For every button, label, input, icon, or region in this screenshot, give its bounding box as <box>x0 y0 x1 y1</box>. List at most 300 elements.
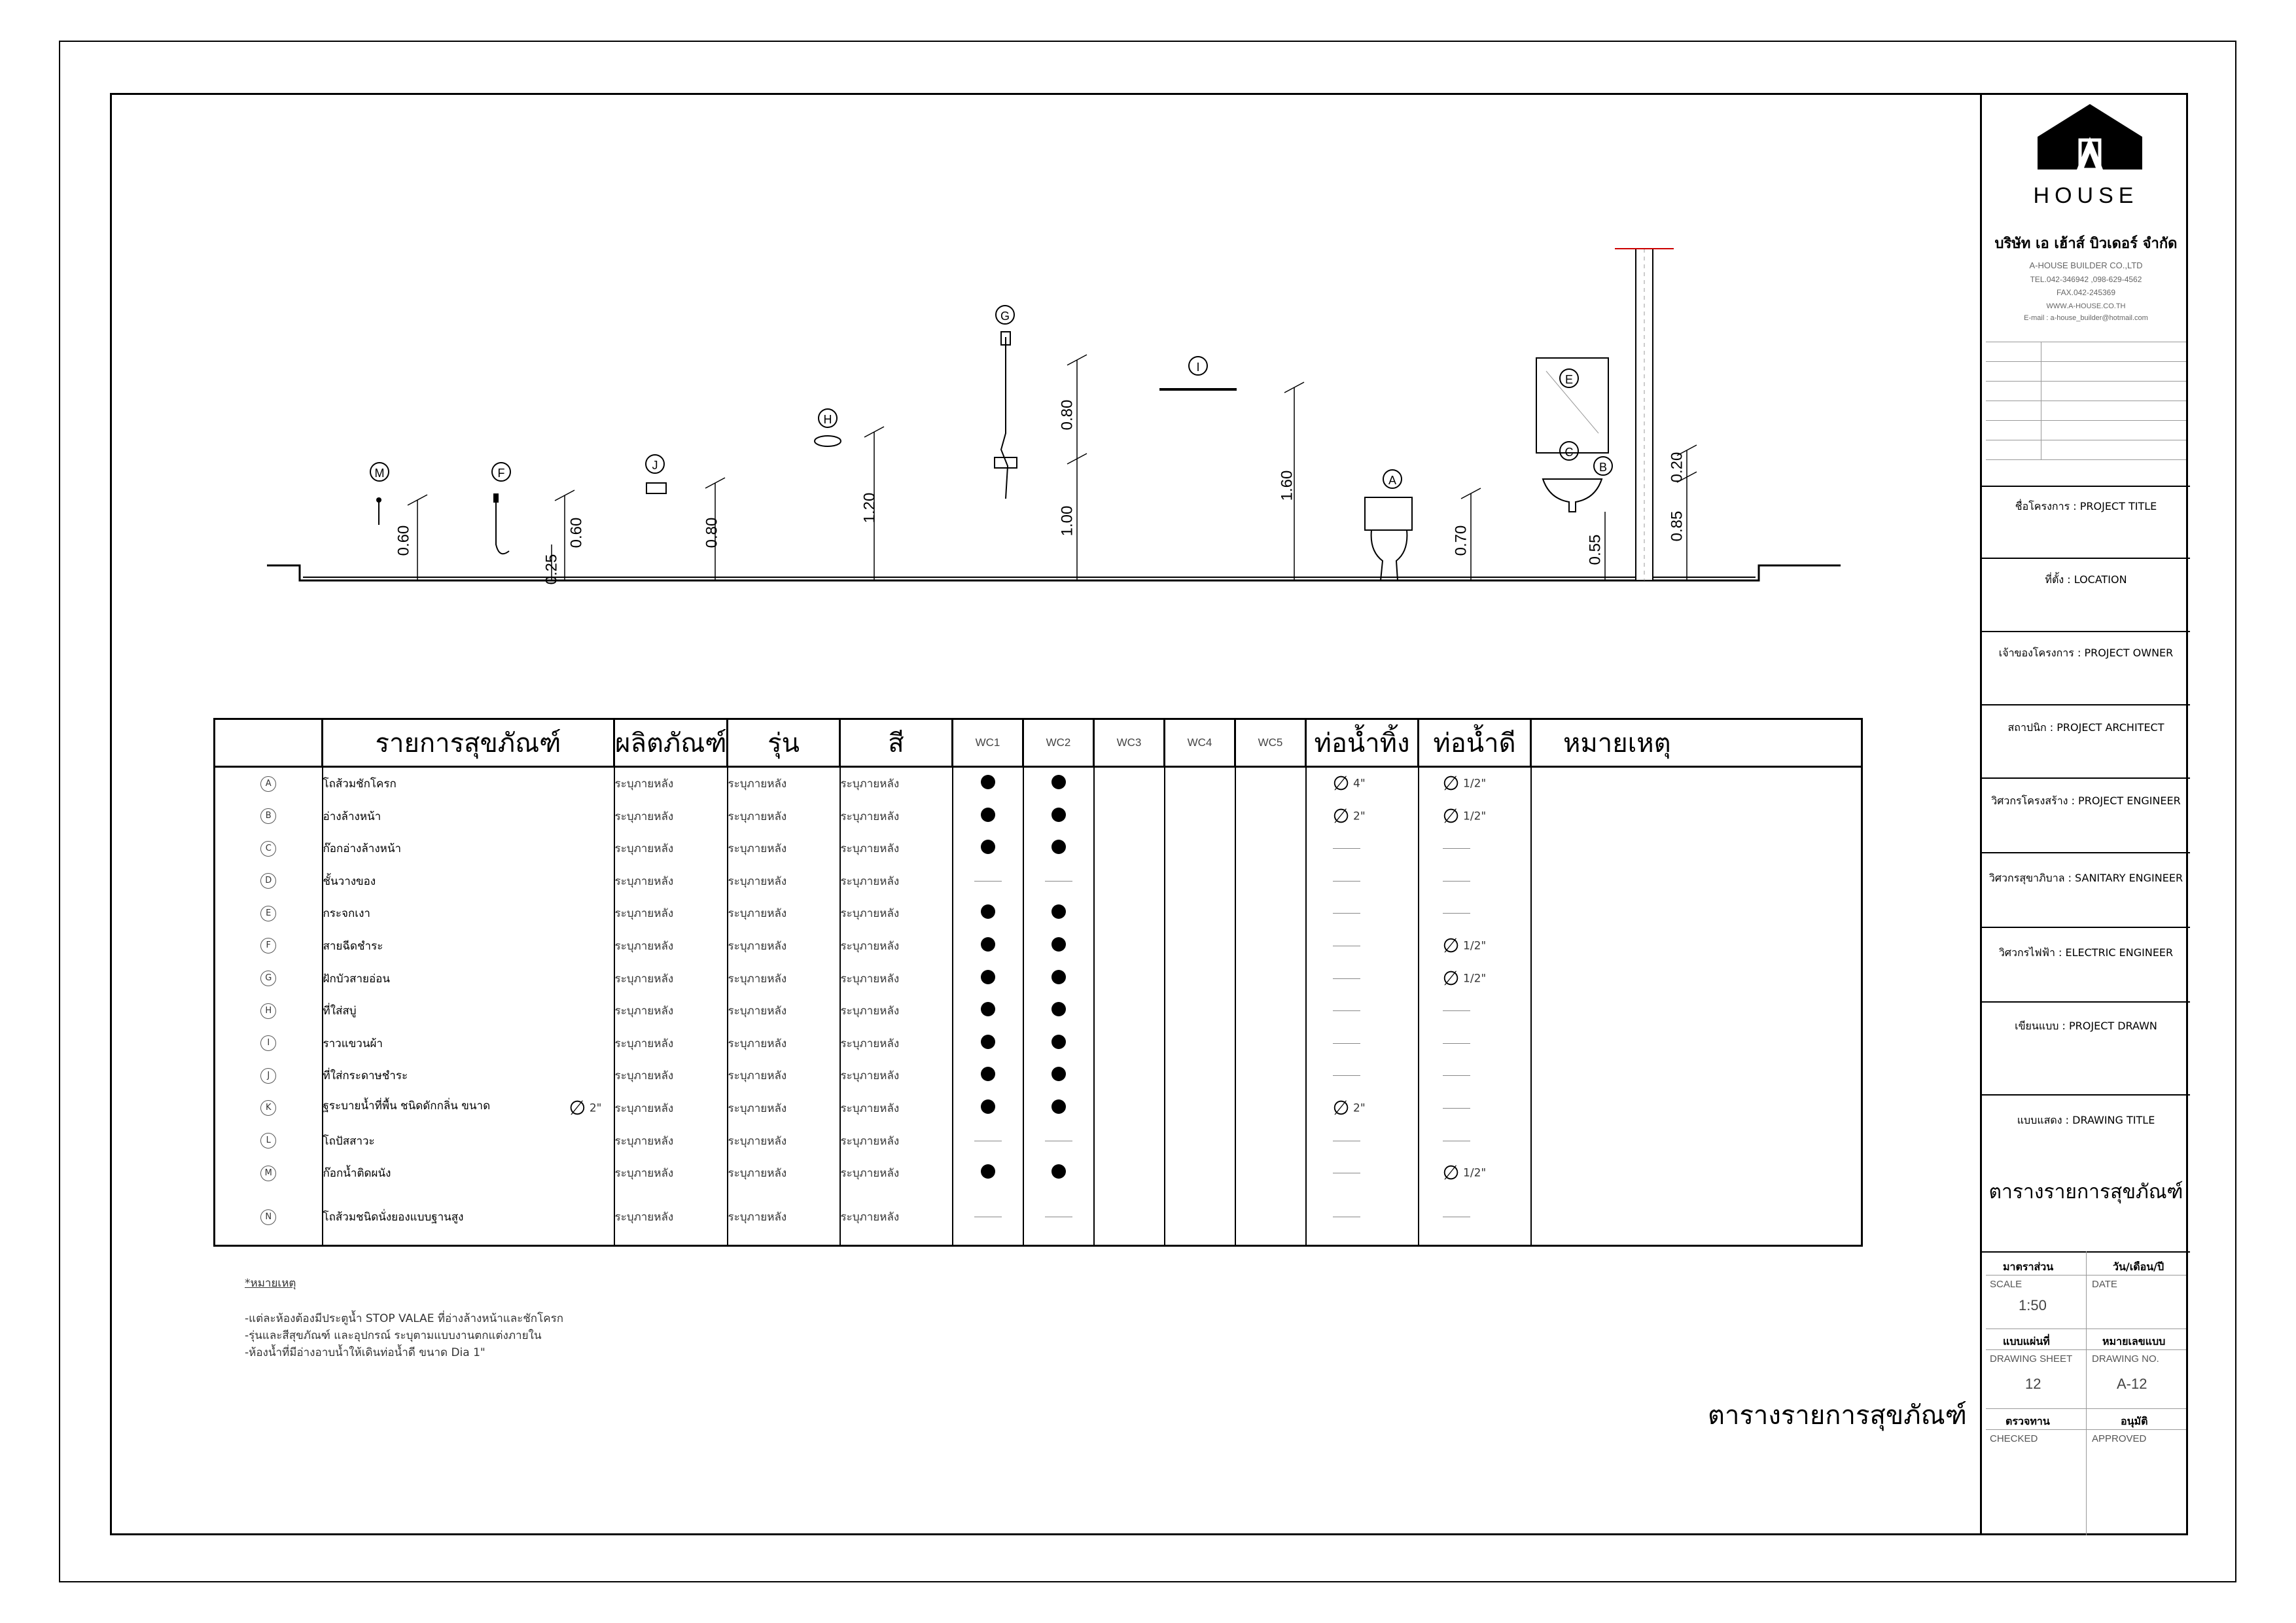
remark-cell <box>1531 1027 1862 1060</box>
wc2-cell <box>1023 897 1094 930</box>
product-cell <box>614 1189 728 1245</box>
dim-g-lower: 1.00 <box>1058 505 1076 537</box>
wc4-cell <box>1165 962 1235 995</box>
wc2-cell <box>1023 766 1094 800</box>
fixture-code-cell <box>215 1027 323 1060</box>
table-row <box>215 832 1862 865</box>
wc3-cell <box>1094 1092 1165 1125</box>
supply-pipe-cell <box>1419 800 1531 832</box>
model-value: ระบุภายหลัง <box>728 1101 787 1115</box>
supply-pipe-dash <box>1443 881 1470 882</box>
supply-pipe-cell <box>1419 766 1531 800</box>
waste-pipe-dash <box>1333 913 1360 914</box>
fixture-code-cell <box>215 962 323 995</box>
fixture-name-cell <box>323 766 614 800</box>
fixture-code: A <box>260 776 276 792</box>
callout-a: A <box>1383 469 1402 489</box>
product-cell <box>614 1060 728 1092</box>
wc1-filled-dot <box>981 904 995 919</box>
wc2-filled-dot <box>1051 775 1066 789</box>
table-row <box>215 995 1862 1027</box>
wc1-cell <box>953 1060 1023 1092</box>
drawn-label: เขียนแบบ : PROJECT DRAWN <box>2015 1020 2157 1032</box>
electric-engineer-label: วิศวกรไฟฟ้า : ELECTRIC ENGINEER <box>1998 946 2174 959</box>
product-cell <box>614 800 728 832</box>
wc5-cell <box>1235 897 1306 930</box>
header-item: รายการสุขภัณฑ์ <box>323 719 614 767</box>
structural-engineer-label: วิศวกรโครงสร้าง : PROJECT ENGINEER <box>1991 794 2181 807</box>
wc1-filled-dot <box>981 970 995 984</box>
diameter-icon: ∅ <box>1332 1096 1350 1120</box>
wc1-cell <box>953 930 1023 963</box>
supply-pipe-dash <box>1443 1108 1470 1109</box>
date-en: DATE <box>2092 1279 2117 1290</box>
fixture-name-cell <box>323 1092 614 1125</box>
checked-en: CHECKED <box>1990 1433 2038 1444</box>
supply-pipe-cell <box>1419 1060 1531 1092</box>
model-cell <box>728 897 840 930</box>
product-cell <box>614 1092 728 1125</box>
fixture-code: J <box>260 1068 276 1084</box>
model-value: ระบุภายหลัง <box>728 777 787 791</box>
product-value: ระบุภายหลัง <box>614 972 674 986</box>
product-value: ระบุภายหลัง <box>614 1211 674 1224</box>
wc4-cell <box>1165 1189 1235 1245</box>
waste-pipe-cell <box>1306 1189 1419 1245</box>
fixture-code: K <box>260 1100 276 1116</box>
fixture-code: M <box>260 1166 276 1181</box>
callout-i: I <box>1188 356 1208 376</box>
product-value: ระบุภายหลัง <box>614 874 674 888</box>
waste-pipe-size: 4" <box>1353 777 1366 791</box>
model-value: ระบุภายหลัง <box>728 1134 787 1148</box>
waste-pipe-size: 2" <box>1353 810 1366 823</box>
color-value: ระบุภายหลัง <box>840 1134 900 1148</box>
fixture-name-cell <box>323 832 614 865</box>
wc2-filled-dot <box>1051 970 1066 984</box>
model-value: ระบุภายหลัง <box>728 874 787 888</box>
model-cell <box>728 1060 840 1092</box>
company-name-th: บริษัท เอ เฮ้าส์ บิวเดอร์ จำกัด <box>1994 236 2178 252</box>
wc2-cell <box>1023 832 1094 865</box>
wc3-cell <box>1094 897 1165 930</box>
company-fax: FAX.042-245369 <box>2056 288 2116 297</box>
dim-j: 0.80 <box>703 517 721 548</box>
remark-cell <box>1531 1157 1862 1190</box>
wc3-cell <box>1094 962 1165 995</box>
table-row <box>215 1157 1862 1190</box>
scale-value: 1:50 <box>2019 1297 2047 1313</box>
model-cell <box>728 1189 840 1245</box>
wc2-filled-dot <box>1051 840 1066 854</box>
waste-pipe-cell <box>1306 832 1419 865</box>
supply-pipe-cell <box>1419 897 1531 930</box>
wc3-cell <box>1094 832 1165 865</box>
wc5-cell <box>1235 832 1306 865</box>
header-supply-pipe: ท่อน้ำดี <box>1419 719 1531 767</box>
remark-cell <box>1531 1124 1862 1157</box>
wc4-cell <box>1165 832 1235 865</box>
wc1-filled-dot <box>981 1002 995 1016</box>
supply-pipe-cell <box>1419 930 1531 963</box>
drawing-no-th: หมายเลขแบบ <box>2102 1335 2166 1347</box>
wc1-filled-dot <box>981 1099 995 1114</box>
wc2-filled-dot <box>1051 937 1066 952</box>
model-cell <box>728 1027 840 1060</box>
product-value: ระบุภายหลัง <box>614 1069 674 1083</box>
model-value: ระบุภายหลัง <box>728 907 787 921</box>
wc3-cell <box>1094 766 1165 800</box>
fixture-code: G <box>260 971 276 986</box>
product-cell <box>614 766 728 800</box>
wc5-cell <box>1235 766 1306 800</box>
waste-pipe-cell <box>1306 897 1419 930</box>
drain-size: 2" <box>589 1101 602 1115</box>
table-row <box>215 930 1862 963</box>
wc1-cell <box>953 995 1023 1027</box>
diameter-icon: ∅ <box>1332 804 1350 828</box>
fixture-name-cell <box>323 1027 614 1060</box>
waste-pipe-size: 2" <box>1353 1101 1366 1115</box>
wc5-cell <box>1235 1060 1306 1092</box>
supply-pipe-cell <box>1419 1124 1531 1157</box>
supply-pipe-cell <box>1419 865 1531 897</box>
wc4-cell <box>1165 766 1235 800</box>
model-cell <box>728 995 840 1027</box>
model-cell <box>728 800 840 832</box>
company-email: E-mail : a-house_builder@hotmail.com <box>2024 314 2148 322</box>
scale-en: SCALE <box>1990 1279 2022 1290</box>
dim-b: 0.55 <box>1586 534 1604 565</box>
wc3-cell <box>1094 1060 1165 1092</box>
fixture-code: N <box>260 1209 276 1225</box>
wc4-cell <box>1165 865 1235 897</box>
wc2-filled-dot <box>1051 1164 1066 1179</box>
fixture-name-cell <box>323 1189 614 1245</box>
fixture-code-cell <box>215 800 323 832</box>
location-label: ที่ตั้ง : LOCATION <box>2045 573 2127 586</box>
toilet-paper-holder <box>646 483 666 493</box>
drawing-no-value: A-12 <box>2117 1376 2147 1392</box>
wc5-cell <box>1235 995 1306 1027</box>
header-model: รุ่น <box>728 719 840 767</box>
callout-j: J <box>645 454 665 474</box>
remark-cell <box>1531 800 1862 832</box>
wc5-cell <box>1235 1027 1306 1060</box>
model-value: ระบุภายหลัง <box>728 1069 787 1083</box>
color-value: ระบุภายหลัง <box>840 874 900 888</box>
callout-e: E <box>1559 368 1579 388</box>
fixture-name: ที่ใส่กระดาษชำระ <box>323 1069 408 1083</box>
diameter-icon: ∅ <box>1442 1162 1460 1185</box>
bidet-valve <box>493 493 499 503</box>
product-value: ระบุภายหลัง <box>614 1037 674 1050</box>
supply-pipe-dash <box>1443 1043 1470 1044</box>
supply-pipe-dash <box>1443 913 1470 914</box>
note-line: -ห้องน้ำที่มีอ่างอาบน้ำให้เดินท่อน้ำดี ขนาด Dia 1" <box>245 1346 486 1359</box>
header-wc3: WC3 <box>1094 719 1165 767</box>
color-value: ระบุภายหลัง <box>840 972 900 986</box>
model-cell <box>728 865 840 897</box>
callout-f: F <box>491 462 511 482</box>
wc4-cell <box>1165 897 1235 930</box>
company-web: WWW.A-HOUSE.CO.TH <box>2046 302 2126 310</box>
sheet-en: DRAWING SHEET <box>1990 1353 2073 1364</box>
company-name-en: A-HOUSE BUILDER CO.,LTD <box>2029 260 2143 270</box>
approved-en: APPROVED <box>2092 1433 2147 1444</box>
bathroom-elevation <box>110 93 1980 682</box>
wc1-cell <box>953 832 1023 865</box>
model-cell <box>728 962 840 995</box>
color-cell <box>840 1124 953 1157</box>
fixture-name: โถปัสสาวะ <box>323 1134 375 1148</box>
remark-cell <box>1531 1060 1862 1092</box>
title-block <box>1980 93 2188 1535</box>
wc4-cell <box>1165 1092 1235 1125</box>
wc1-cell <box>953 766 1023 800</box>
dim-g-upper: 0.80 <box>1058 399 1076 431</box>
color-cell <box>840 1157 953 1190</box>
waste-pipe-cell <box>1306 1027 1419 1060</box>
model-cell <box>728 930 840 963</box>
wall-faucet-valve <box>376 497 381 503</box>
table-row <box>215 962 1862 995</box>
wc2-cell <box>1023 930 1094 963</box>
callout-b: B <box>1593 456 1613 476</box>
wc5-cell <box>1235 1092 1306 1125</box>
wc1-cell <box>953 865 1023 897</box>
product-value: ระบุภายหลัง <box>614 907 674 921</box>
waste-pipe-dash <box>1333 1010 1360 1011</box>
approved-th: อนุมัติ <box>2121 1415 2148 1427</box>
diameter-icon: ∅ <box>569 1096 586 1120</box>
model-value: ระบุภายหลัง <box>728 939 787 953</box>
product-value: ระบุภายหลัง <box>614 1005 674 1018</box>
model-value: ระบุภายหลัง <box>728 810 787 823</box>
wc2-filled-dot <box>1051 1035 1066 1049</box>
fixture-code: F <box>260 938 276 954</box>
waste-pipe-cell <box>1306 800 1419 832</box>
callout-c: C <box>1559 441 1579 461</box>
color-value: ระบุภายหลัง <box>840 1069 900 1083</box>
color-cell <box>840 766 953 800</box>
wc2-filled-dot <box>1051 904 1066 919</box>
wc5-cell <box>1235 1124 1306 1157</box>
remark-cell <box>1531 1189 1862 1245</box>
waste-pipe-cell <box>1306 865 1419 897</box>
product-cell <box>614 995 728 1027</box>
model-value: ระบุภายหลัง <box>728 1167 787 1181</box>
supply-pipe-size: 1/2" <box>1463 972 1487 986</box>
wc1-filled-dot <box>981 1035 995 1049</box>
shower-hose <box>1001 337 1008 499</box>
table-row <box>215 800 1862 832</box>
waste-pipe-cell <box>1306 1060 1419 1092</box>
product-value: ระบุภายหลัง <box>614 1167 674 1181</box>
remark-cell <box>1531 897 1862 930</box>
wc5-cell <box>1235 962 1306 995</box>
product-value: ระบุภายหลัง <box>614 842 674 856</box>
table-row <box>215 1124 1862 1157</box>
wash-basin <box>1543 479 1602 512</box>
color-cell <box>840 800 953 832</box>
wc2-cell <box>1023 962 1094 995</box>
wc4-cell <box>1165 800 1235 832</box>
waste-pipe-dash <box>1333 978 1360 979</box>
color-value: ระบุภายหลัง <box>840 842 900 856</box>
wc2-filled-dot <box>1051 1002 1066 1016</box>
supply-pipe-dash <box>1443 1010 1470 1011</box>
product-cell <box>614 897 728 930</box>
checked-th: ตรวจทาน <box>2005 1415 2050 1427</box>
sanitary-schedule-table <box>213 718 1863 1247</box>
waste-pipe-dash <box>1333 1075 1360 1076</box>
sheet-value: 12 <box>2025 1376 2041 1392</box>
model-cell <box>728 1157 840 1190</box>
wc1-cell <box>953 1027 1023 1060</box>
wc2-filled-dot <box>1051 1099 1066 1114</box>
wc1-filled-dot <box>981 937 995 952</box>
wc3-cell <box>1094 1189 1165 1245</box>
color-cell <box>840 865 953 897</box>
product-cell <box>614 865 728 897</box>
wc4-cell <box>1165 1027 1235 1060</box>
toilet <box>1365 497 1412 580</box>
wc3-cell <box>1094 865 1165 897</box>
fixture-name: ก๊อกอ่างล้างหน้า <box>323 842 401 856</box>
wc1-cell <box>953 1189 1023 1245</box>
waste-pipe-cell <box>1306 995 1419 1027</box>
remark-cell <box>1531 832 1862 865</box>
fixture-name: โถส้วมชักโครก <box>323 777 397 791</box>
dim-f-base: 0.25 <box>542 554 561 585</box>
fixture-name: ก๊อกน้ำติดผนัง <box>323 1167 391 1181</box>
wc4-cell <box>1165 1060 1235 1092</box>
color-value: ระบุภายหลัง <box>840 1037 900 1050</box>
wc2-cell <box>1023 1124 1094 1157</box>
model-cell <box>728 832 840 865</box>
waste-pipe-cell <box>1306 1157 1419 1190</box>
waste-pipe-cell <box>1306 1124 1419 1157</box>
header-remark: หมายเหตุ <box>1531 719 1862 767</box>
wc5-cell <box>1235 800 1306 832</box>
fixture-code-cell <box>215 1060 323 1092</box>
fixture-name: อ่างล้างหน้า <box>323 810 381 823</box>
product-value: ระบุภายหลัง <box>614 939 674 953</box>
callout-m: M <box>370 462 389 482</box>
header-color: สี <box>840 719 953 767</box>
wc1-cell <box>953 1124 1023 1157</box>
wc2-filled-dot <box>1051 1067 1066 1081</box>
supply-pipe-cell <box>1419 1189 1531 1245</box>
wc1-filled-dot <box>981 775 995 789</box>
dim-e-top: 0.20 <box>1668 452 1686 483</box>
drawing-title-label: แบบแสดง : DRAWING TITLE <box>2017 1114 2155 1126</box>
header-wc1: WC1 <box>953 719 1023 767</box>
fixture-name-cell <box>323 1124 614 1157</box>
header-code <box>215 719 323 767</box>
color-cell <box>840 897 953 930</box>
fixture-name-cell <box>323 1157 614 1190</box>
model-cell <box>728 1092 840 1125</box>
table-row <box>215 865 1862 897</box>
wc1-dash <box>974 881 1002 882</box>
supply-pipe-size: 1/2" <box>1463 777 1487 791</box>
fixture-name: กระจกเงา <box>323 907 370 921</box>
color-cell <box>840 1092 953 1125</box>
diameter-icon: ∅ <box>1442 804 1460 828</box>
fixture-code: L <box>260 1133 276 1149</box>
wc2-filled-dot <box>1051 808 1066 822</box>
header-wc5: WC5 <box>1235 719 1306 767</box>
fixture-name: ที่ใส่สบู่ <box>323 1005 357 1018</box>
model-cell <box>728 1124 840 1157</box>
sheet-th: แบบแผ่นที่ <box>2003 1335 2050 1347</box>
product-cell <box>614 930 728 963</box>
waste-pipe-dash <box>1333 1043 1360 1044</box>
wc3-cell <box>1094 1027 1165 1060</box>
diameter-icon: ∅ <box>1442 967 1460 990</box>
fixture-name: ฝักบัวสายอ่อน <box>323 972 391 986</box>
wc2-cell <box>1023 1027 1094 1060</box>
soap-holder <box>815 436 841 446</box>
company-logo <box>2028 101 2152 189</box>
wc2-cell <box>1023 995 1094 1027</box>
product-cell <box>614 1157 728 1190</box>
wc1-filled-dot <box>981 1164 995 1179</box>
diameter-icon: ∅ <box>1442 772 1460 795</box>
supply-pipe-dash <box>1443 848 1470 849</box>
color-cell <box>840 930 953 963</box>
fixture-code-cell <box>215 1157 323 1190</box>
waste-pipe-dash <box>1333 848 1360 849</box>
wc3-cell <box>1094 800 1165 832</box>
waste-pipe-cell <box>1306 930 1419 963</box>
wc2-cell <box>1023 800 1094 832</box>
fixture-code-cell <box>215 995 323 1027</box>
wc2-cell <box>1023 1060 1094 1092</box>
waste-pipe-cell <box>1306 1092 1419 1125</box>
fixture-name-cell <box>323 897 614 930</box>
table-row <box>215 766 1862 800</box>
fixture-name: โถส้วมชนิดนั่งยองแบบฐานสูง <box>323 1211 464 1224</box>
color-cell <box>840 1027 953 1060</box>
dim-f-height: 0.60 <box>567 517 586 548</box>
fixture-name: สายฉีดชำระ <box>323 939 383 953</box>
date-th: วัน/เดือน/ปี <box>2113 1260 2164 1273</box>
fixture-name: ฐระบายน้ำที่พื้น ชนิดดักกลิ่น ขนาด <box>323 1099 491 1113</box>
table-row <box>215 1060 1862 1092</box>
supply-pipe-size: 1/2" <box>1463 810 1487 823</box>
wc1-cell <box>953 1157 1023 1190</box>
remark-cell <box>1531 1092 1862 1125</box>
notes-title: *หมายเหตุ <box>245 1277 296 1290</box>
drawing-title-value: ตารางรายการสุขภัณฑ์ <box>1988 1181 2183 1204</box>
supply-pipe-cell <box>1419 1027 1531 1060</box>
notes-block <box>245 1275 563 1361</box>
wc5-cell <box>1235 1157 1306 1190</box>
product-cell <box>614 1027 728 1060</box>
remark-cell <box>1531 865 1862 897</box>
diameter-icon: ∅ <box>1442 934 1460 957</box>
note-line: -แต่ละห้องต้องมีประตูน้ำ STOP VALAE ที่อ่างล้างหน้าและชักโครก <box>245 1312 563 1325</box>
header-product: ผลิตภัณฑ์ <box>614 719 728 767</box>
fixture-code-cell <box>215 766 323 800</box>
color-value: ระบุภายหลัง <box>840 810 900 823</box>
fixture-code-cell <box>215 1189 323 1245</box>
wc1-cell <box>953 1092 1023 1125</box>
waste-pipe-cell <box>1306 766 1419 800</box>
